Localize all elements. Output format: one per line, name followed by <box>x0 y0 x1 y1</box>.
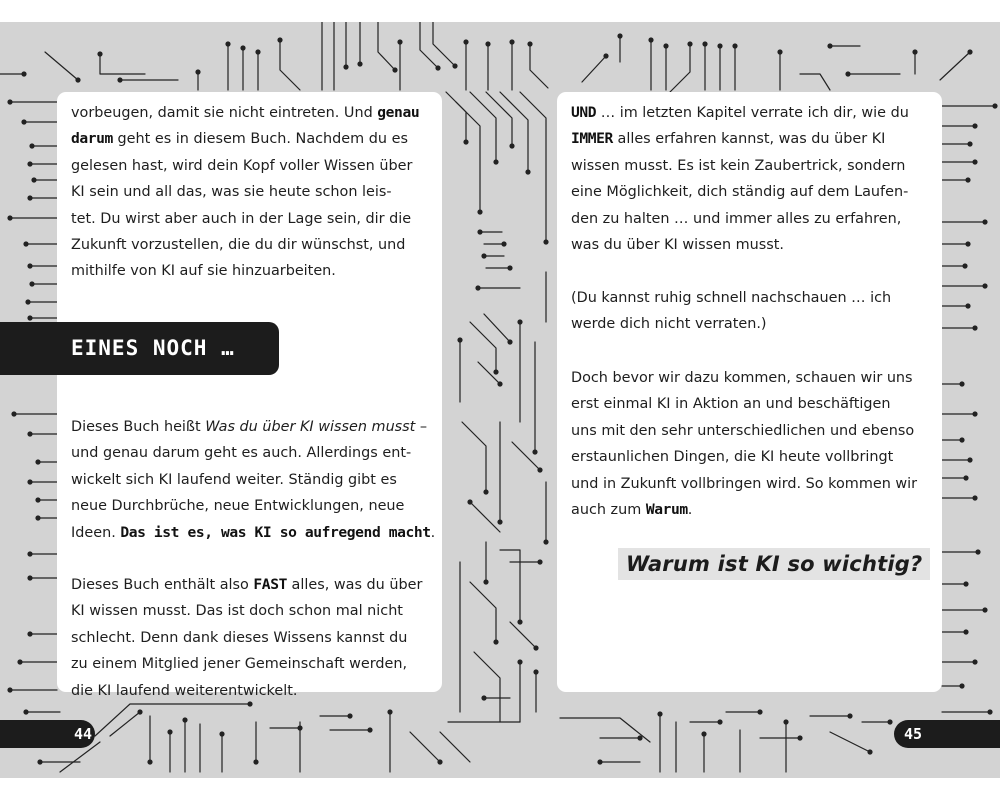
text-line: . <box>687 502 693 519</box>
text-line: – <box>415 419 428 435</box>
right-paragraph-aside <box>571 285 891 338</box>
left-page-panel <box>57 92 442 699</box>
text-line: (Du kannst ruhig schnell nachschauen … ich <box>571 290 892 306</box>
text-line: . <box>430 524 436 541</box>
book-spread <box>0 22 1000 778</box>
right-paragraph-before <box>571 365 917 523</box>
text-line: werde dich nicht verraten.) <box>571 316 767 333</box>
text-line: auch zum <box>571 502 646 519</box>
text-line: und genau darum geht es auch. Allerdings ent- <box>71 445 412 462</box>
chapter-question-heading: Warum ist KI so wichtig? <box>618 548 930 580</box>
text-line: Dieses Buch enthält also <box>71 577 254 593</box>
page-number-left: 44 <box>74 725 93 743</box>
section-heading: EINES NOCH … <box>71 336 235 360</box>
text-line: erstaunlichen Dingen, die KI heute vollbringt <box>571 449 894 466</box>
right-paragraph-last-chapter <box>571 100 909 258</box>
text-line: neue Durchbrüche, neue Entwicklungen, neue <box>71 498 405 515</box>
emphasis-text: UND <box>571 104 597 121</box>
text-line: und in Zukunft vollbringen wird. So kommen wir <box>571 475 918 492</box>
text-line: die KI laufend weiterentwickelt. <box>71 682 298 699</box>
text-line: erst einmal KI in Aktion an und beschäftigen <box>571 396 891 413</box>
emphasis-text: Warum <box>645 501 688 519</box>
text-line: geht es in diesem Buch. Nachdem du es <box>112 131 408 148</box>
page-number-tab-right <box>894 720 1000 748</box>
text-line: eine Möglichkeit, dich ständig auf dem Laufen- <box>571 184 909 201</box>
right-page-panel <box>557 92 942 692</box>
text-line: schlecht. Denn dank dieses Wissens kannst du <box>71 629 408 646</box>
left-paragraph-almost-everything <box>71 572 422 704</box>
text-line: alles erfahren kannst, was du über KI <box>612 131 886 148</box>
text-line: mithilfe von KI auf sie hinzuarbeiten. <box>71 263 336 280</box>
text-line: gelesen hast, wird dein Kopf voller Wissen über <box>71 157 413 174</box>
text-line: wissen musst. Es ist kein Zaubertrick, sondern <box>571 157 906 174</box>
text-line: zu einem Mitglied jener Gemeinschaft werden, <box>71 656 408 673</box>
text-line: tet. Du wirst aber auch in der Lage sein, dir die <box>71 210 412 227</box>
text-line: Zukunft vorzustellen, die du dir wünschst, und <box>71 237 406 254</box>
text-line: alles, was du über <box>286 577 423 593</box>
emphasis-text: darum <box>71 130 113 148</box>
emphasis-text: Das ist es, was KI so aufregend macht <box>120 523 431 541</box>
text-line: … im letzten Kapitel verrate ich dir, wie du <box>596 105 909 121</box>
text-line: was du über KI wissen musst. <box>571 237 785 254</box>
emphasis-text: genau <box>377 104 420 121</box>
text-line: KI wissen musst. Das ist doch schon mal nicht <box>71 603 403 620</box>
left-paragraph-intro <box>71 100 419 285</box>
page-number-right: 45 <box>904 725 923 743</box>
left-paragraph-book-title <box>71 414 435 546</box>
text-line: Ideen. <box>71 524 121 541</box>
emphasis-text: FAST <box>253 576 287 593</box>
text-line: Doch bevor wir dazu kommen, schauen wir uns <box>571 370 913 386</box>
text-line: wickelt sich KI laufend weiter. Ständig gibt es <box>71 471 397 488</box>
text-line: vorbeugen, damit sie nicht eintreten. Und <box>71 105 378 121</box>
text-line: den zu halten … und immer alles zu erfahren, <box>571 210 902 227</box>
text-line: Dieses Buch heißt <box>71 419 206 435</box>
page-number-tab-left <box>0 720 95 748</box>
book-title-italic: Was du über KI wissen musst <box>205 419 416 435</box>
emphasis-text: IMMER <box>571 130 613 148</box>
text-line: KI sein und all das, was sie heute schon leis- <box>71 184 392 201</box>
section-heading-banner <box>0 322 279 375</box>
text-line: uns mit den sehr unterschiedlichen und ebenso <box>571 422 915 439</box>
